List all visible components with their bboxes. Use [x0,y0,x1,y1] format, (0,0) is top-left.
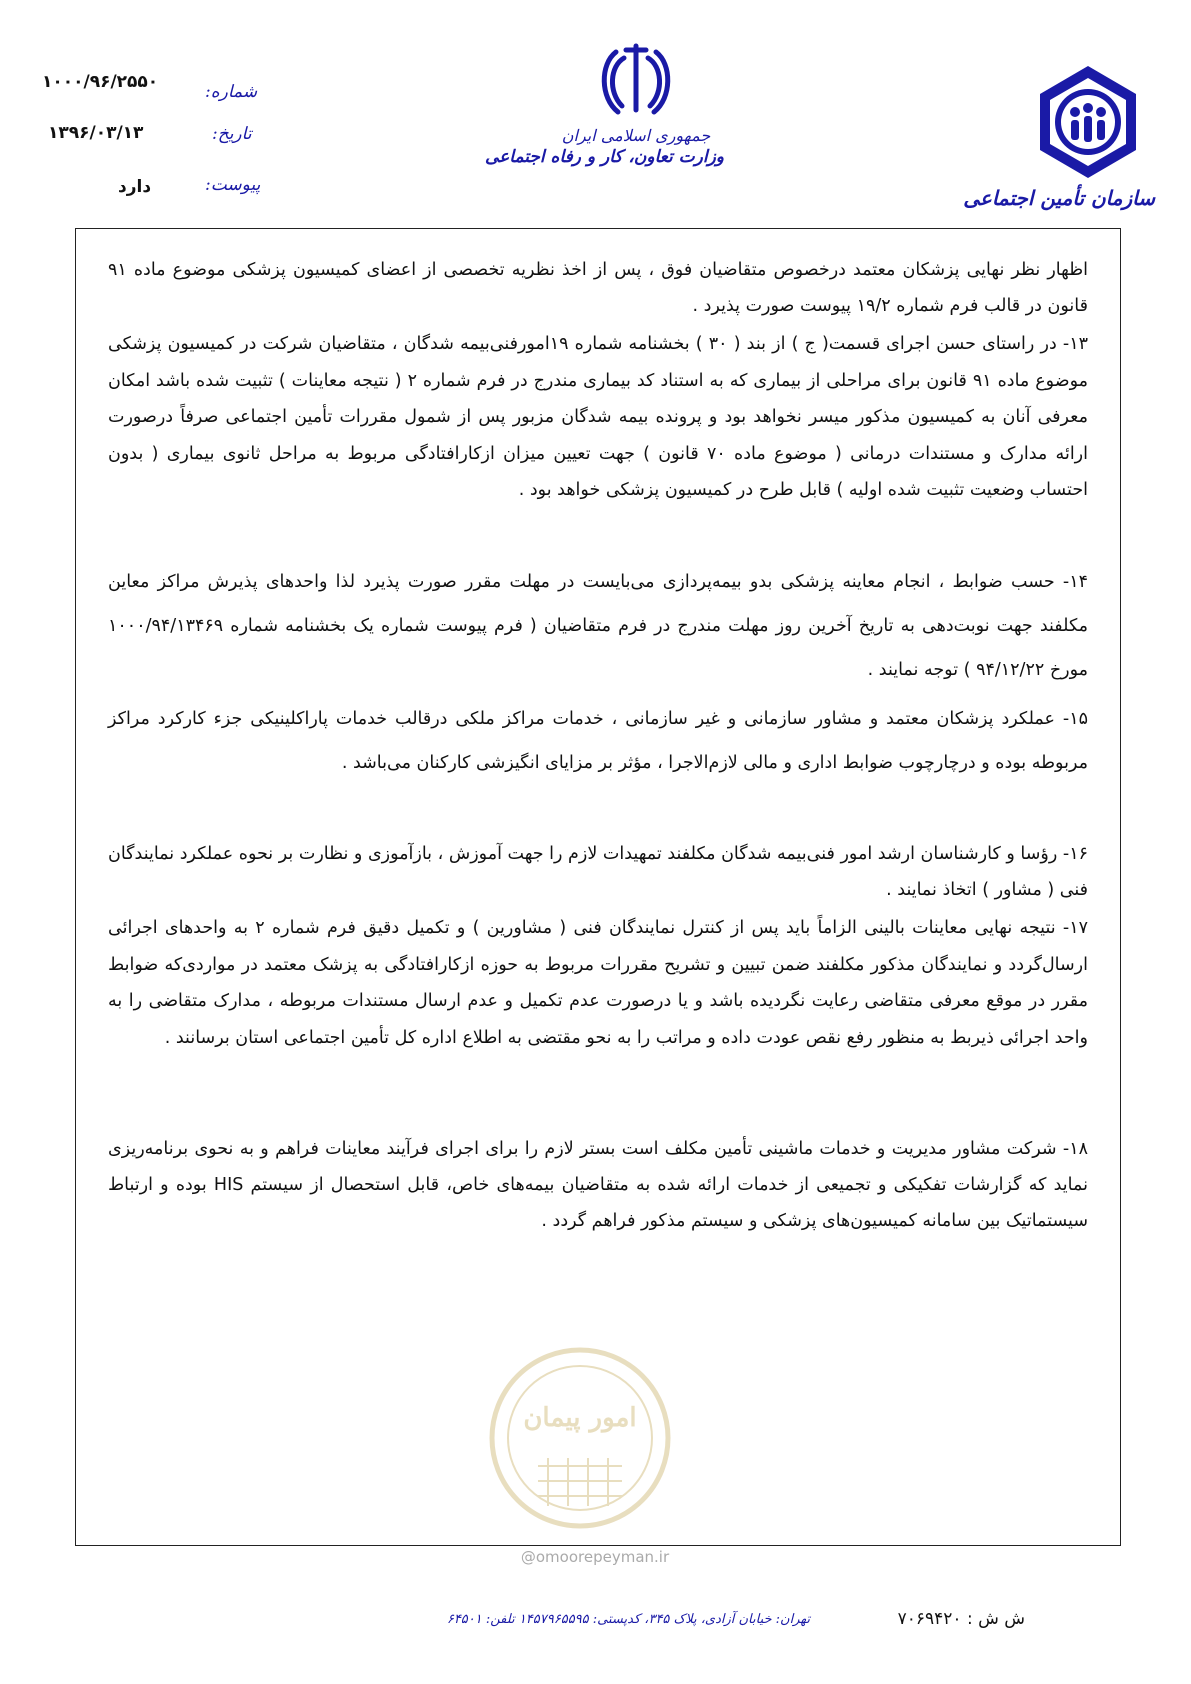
paragraph-15: ۱۵- عملکرد پزشکان معتمد و مشاور سازمانی و غیر سازمانی ، خدمات مراکز ملکی درقالب خدمات پاراکلینیکی جزء کارکرد مراکز مربوطه بوده و درچارچوب ضوابط اداری و مالی لازم‌الاجرا ، مؤثر بر مزایای انگیزشی کارکنان می‌باشد . [108,709,1088,773]
paragraph-13: ۱۳- در راستای حسن اجرای قسمت( ج ) از بند ( ۳۰ ) بخشنامه شماره ۱۹امورفنی‌بیمه شدگان ، متقاضیان شرکت در کمیسیون پزشکی موضوع ماده ۹۱ قانون برای مراحلی از بیماری که به استناد کد بیماری مندرج در فرم شماره ۲ ( نتیجه معاینات ) تثبیت شده باشد امکان معرفی آنان به کمیسیون مذکور میسر نخواهد بود و پرونده بیمه شدگان مزبور پس از شمول مقررات تأمین اجتماعی صرفاً درصورت ارائه مدارک و مستندات درمانی ( موضوع ماده ۷۰ قانون ) جهت تعیین میزان ازکارافتادگی مربوط به مراحل ثانوی بیماری ( بدون احتساب وضعیت تثبیت شده اولیه ) قابل طرح در کمیسیون پزشکی خواهد بود . [108,334,1088,500]
watermark-logo [488,1346,673,1531]
date-value: ۱۳۹۶/۰۳/۱۳ [48,123,144,143]
paragraph-17: ۱۷- نتیجه نهایی معاینات بالینی الزاماً باید پس از کنترل نمایندگان فنی ( مشاورین ) و تکمیل دقیق فرم شماره ۲ به واحدهای اجرائی ارسال‌گردد و نمایندگان مذکور مکلفند ضمن تبیین و تشریح مقررات مربوط به حوزه ازکارافتادگی به پزشک معتمد در مواردی‌که ضوابط مقرر در موقع معرفی متقاضی رعایت نگردیده باشد و یا درصورت عدم تکمیل و عدم ارسال مستندات مربوطه ، مدارک متقاضی را به واحد اجرائی ذیربط به منظور رفع نقص عودت داده و مراتب را به نحو مقتضی به اطلاع اداره کل تأمین اجتماعی استان برسانند . [108,918,1089,1048]
date-label: تاریخ: [212,124,252,144]
watermark-site: @omoorepeyman.ir [520,1548,670,1566]
tamin-logo [963,62,1155,212]
emblem-line1: جمهوری اسلامی ایران [561,126,711,145]
attachment-label: پیوست: [205,175,261,195]
attachment-value: دارد [118,177,152,197]
watermark-logo-text: امور پیمان [523,1403,637,1433]
paragraph-18: ۱۸- شرکت مشاور مدیریت و خدمات ماشینی تأمین مکلف است بستر لازم را برای اجرای فرآیند معاینات فراهم و به نحوی برنامه‌ریزی نماید که گزارشات تفکیکی و تجمیعی از خدمات ارائه شده به متقاضیان بیمه‌های خاص، قابل استحصال از سیستم HIS بوده و ارتباط سیستماتیک بین سامانه کمیسیون‌های پزشکی و سیستم مذکور فراهم گردد . [108,1139,1088,1231]
iran-emblem-icon [596,40,676,120]
watermark-seal-icon [488,1346,673,1531]
footer-address: تهران: خیابان آزادی، پلاک ۳۴۵، کدپستی: ۱۴۵۷۹۶۵۵۹۵ تلفن: ۶۴۵۰۱ [446,1612,810,1627]
paragraph-intro: اظهار نظر نهایی پزشکان معتمد درخصوص متقاضیان فوق ، پس از اخذ نظریه تخصصی از اعضای کمیسیون پزشکی موضوع ماده ۹۱ قانون در قالب فرم شماره ۱۹/۲ پیوست صورت پذیرد . [108,260,1088,316]
org-name: سازمان تأمین اجتماعی [963,186,1155,210]
paragraph-16: ۱۶- رؤسا و کارشناسان ارشد امور فنی‌بیمه شدگان مکلفند تمهیدات لازم را جهت آموزش ، بازآموزی و نظارت بر نحوه عملکرد نمایندگان فنی ( مشاور ) اتخاذ نمایند . [108,844,1088,900]
number-value: ۱۰۰۰/۹۶/۲۵۵۰ [42,72,159,92]
number-label: شماره: [205,82,258,102]
emblem-line2: وزارت تعاون، کار و رفاه اجتماعی [484,147,724,167]
footer-reference: ش ش : ۷۰۶۹۴۲۰ [897,1609,1025,1629]
tamin-logo-icon [1028,62,1148,182]
iran-emblem [484,40,724,167]
paragraph-14: ۱۴- حسب ضوابط ، انجام معاینه پزشکی بدو بیمه‌پردازی می‌بایست در مهلت مقرر صورت پذیرد لذا واحدهای پذیرش مراکز معاین مکلفند جهت نوبت‌دهی به تاریخ آخرین روز مهلت مندرج در فرم متقاضیان ( فرم پیوست شماره یک بخشنامه شماره ۱۰۰۰/۹۴/۱۳۴۶۹ مورخ ۹۴/۱۲/۲۲ ) توجه نمایند . [108,572,1088,680]
